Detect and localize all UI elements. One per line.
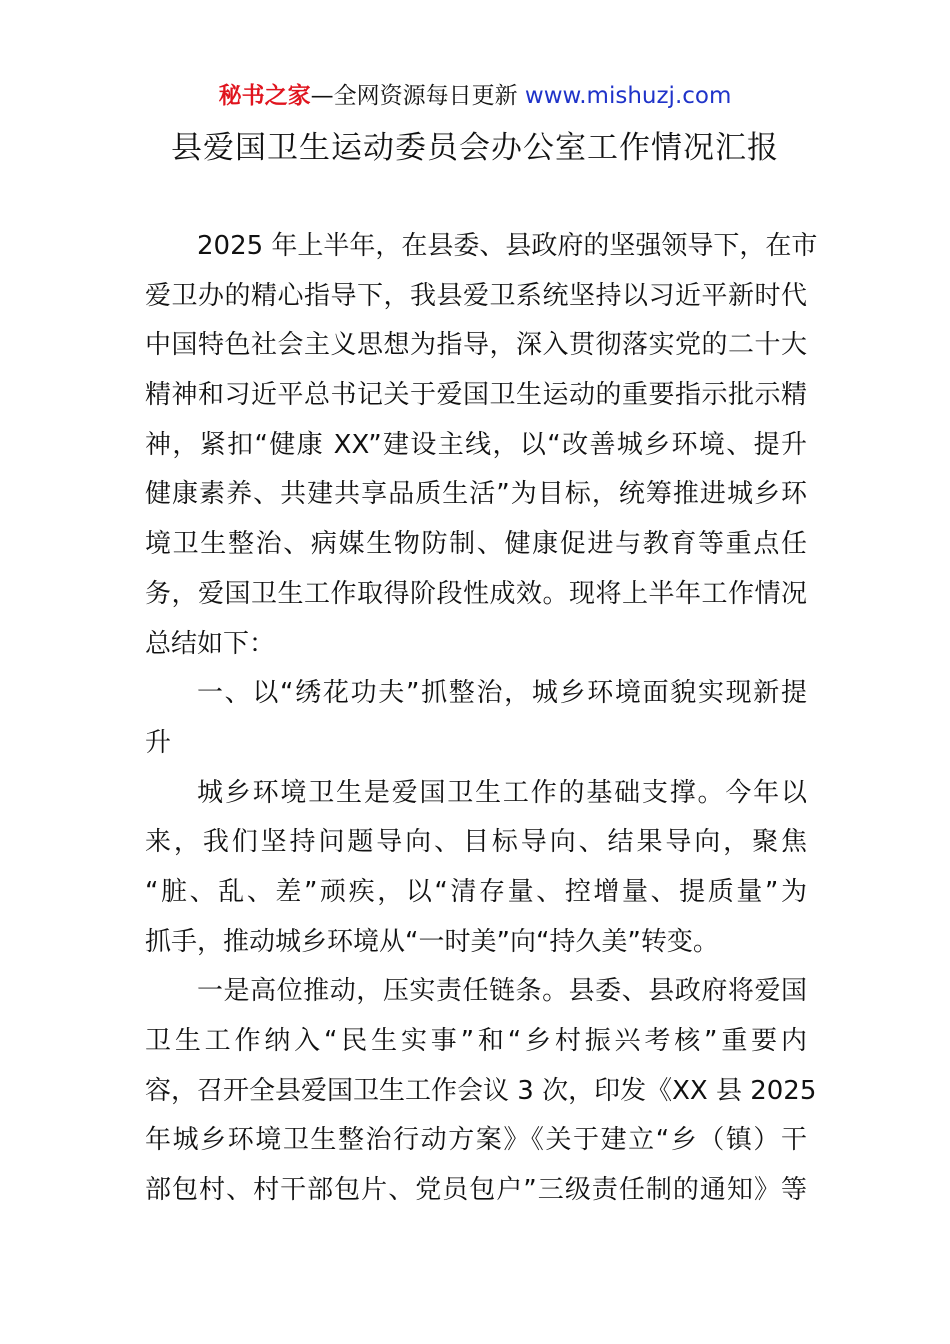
body-line: 城乡环境卫生是爱国卫生工作的基础支撑。今年以 [197, 777, 807, 808]
body-line: 一、以“绣花功夫”抓整治，城乡环境面貌实现新提 [197, 678, 807, 709]
site-banner [0, 80, 950, 112]
body-line: 抓手，推动城乡环境从“一时美”向“持久美”转变。 [145, 926, 719, 957]
body-line: 升 [145, 727, 172, 758]
site-url[interactable]: www.mishuzj.com [524, 83, 732, 109]
brand-name: 秘书之家 [218, 83, 311, 109]
body-line: “脏、乱、差”顽疾，以“清存量、控增量、提质量”为 [145, 876, 807, 907]
document-title: 县爱国卫生运动委员会办公室工作情况汇报 [171, 130, 779, 166]
body-line: 精神和习近平总书记关于爱国卫生运动的重要指示批示精 [145, 380, 807, 411]
body-line: 中国特色社会主义思想为指导，深入贯彻落实党的二十大 [145, 330, 807, 361]
body-line: 总结如下： [145, 628, 276, 659]
body-line: 健康素养、共建共享品质生活”为目标，统筹推进城乡环 [145, 479, 807, 510]
document-body [145, 222, 818, 1216]
body-line: 来，我们坚持问题导向、目标导向、结果导向，聚焦 [145, 827, 807, 858]
body-line: 容，召开全县爱国卫生工作会议 3 次，印发《XX 县 2025 [145, 1075, 817, 1106]
body-line: 一是高位推动，压实责任链条。县委、县政府将爱国 [197, 976, 807, 1007]
body-line: 2025 年上半年，在县委、县政府的坚强领导下，在市 [197, 231, 818, 261]
banner-tagline: —全网资源每日更新 [310, 83, 525, 109]
body-line: 年城乡环境卫生整治行动方案》《关于建立“乡（镇）干 [145, 1125, 807, 1156]
body-line: 境卫生整治、病媒生物防制、健康促进与教育等重点任 [145, 529, 807, 560]
body-line: 神，紧扣“健康 XX”建设主线，以“改善城乡环境、提升 [145, 429, 807, 460]
body-line: 务，爱国卫生工作取得阶段性成效。现将上半年工作情况 [145, 578, 807, 609]
body-line: 卫生工作纳入“民生实事”和“乡村振兴考核”重要内 [145, 1026, 807, 1056]
body-line: 爱卫办的精心指导下，我县爱卫系统坚持以习近平新时代 [145, 280, 807, 311]
body-line: 部包村、村干部包片、党员包户”三级责任制的通知》等 [145, 1175, 807, 1206]
